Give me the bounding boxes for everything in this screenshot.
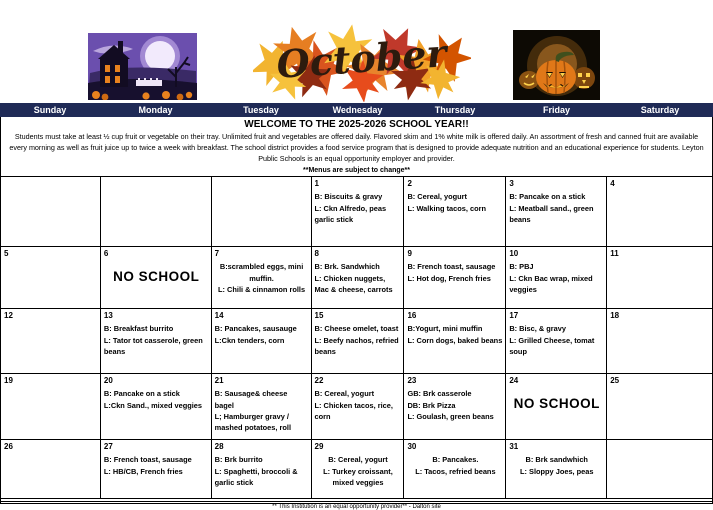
- calendar-cell: [212, 247, 311, 308]
- calendar-cell: [404, 374, 505, 439]
- calendar-cell: [312, 309, 404, 373]
- menu-line: B: Pancake on a stick: [103, 389, 180, 399]
- menu-line: DB: Brk Pizza: [407, 400, 456, 410]
- date-number: 15: [314, 311, 324, 321]
- menu-line: B: Cereal, yogurt: [314, 389, 375, 399]
- day-header-wednesday: Wednesday: [332, 105, 383, 115]
- calendar-cell: [101, 177, 211, 246]
- date-number: 4: [610, 179, 615, 189]
- menu-line: L: Chicken nuggets, Mac & cheese, carrots: [314, 273, 393, 294]
- date-number: 17: [509, 311, 519, 321]
- date-number: 21: [214, 376, 224, 386]
- menu-line: L: Goulash, green beans: [407, 411, 494, 421]
- calendar-cell: [1, 440, 100, 498]
- menu-line: B: Pancakes.: [432, 455, 479, 465]
- menu-line: L: Beefy nachos, refried beans: [314, 335, 399, 356]
- calendar-main-box: [0, 117, 713, 510]
- calendar-cell: [404, 440, 505, 498]
- menu-line: B: Biscuits & gravy: [314, 192, 383, 202]
- date-number: 31: [509, 442, 519, 452]
- menu-line: L: Walking tacos, corn: [407, 203, 487, 213]
- date-number: 18: [610, 311, 620, 321]
- calendar-cell: [312, 374, 404, 439]
- day-header-bar: [0, 103, 713, 117]
- date-number: 11: [610, 249, 619, 259]
- calendar-cell: [506, 247, 606, 308]
- date-number: 9: [407, 249, 412, 259]
- date-number: 6: [103, 249, 109, 259]
- calendar-cell: [212, 374, 311, 439]
- calendar-cell: [1, 177, 100, 246]
- menu-line: L: Spaghetti, broccoli & garlic stick: [214, 466, 298, 487]
- menu-line: L: Meatball sand., green beans: [509, 203, 594, 224]
- menu-line: B: Pancake on a stick: [509, 192, 586, 202]
- menu-line: B: Cereal, yogurt: [328, 455, 388, 465]
- date-number: 13: [103, 311, 113, 321]
- date-number: 10: [509, 249, 519, 259]
- menu-line: B: Brk burrito: [214, 455, 263, 465]
- menus-change-note: **Menus are subject to change**: [303, 167, 410, 175]
- menu-line: L: Grilled Cheese, tomat soup: [509, 335, 595, 356]
- calendar-cell: [607, 247, 712, 308]
- day-header-sunday: Sunday: [33, 105, 67, 115]
- menu-line: L: Tator tot casserole, green beans: [103, 335, 203, 356]
- date-number: 22: [314, 376, 324, 386]
- menu-line: L: Sloppy Joes, peas: [519, 466, 594, 476]
- october-title-text: October: [275, 30, 448, 87]
- calendar-cell: [312, 440, 404, 498]
- calendar-cell: [312, 247, 404, 308]
- menu-line: B: Cheese omelet, toast: [314, 324, 399, 334]
- calendar-cell: [404, 247, 505, 308]
- no-school-label: NO SCHOOL: [113, 269, 200, 285]
- menu-line: B: PBJ: [509, 262, 534, 272]
- calendar-cell: [607, 177, 712, 246]
- calendar-cell: [101, 247, 211, 308]
- menu-line: L: Ckn Alfredo, peas garlic stick: [314, 203, 387, 224]
- date-number: 5: [4, 249, 9, 259]
- date-number: 27: [103, 442, 113, 452]
- menu-line: B: French toast, sausage: [103, 455, 192, 465]
- day-header-monday: Monday: [138, 105, 173, 115]
- date-number: 20: [103, 376, 113, 386]
- menu-line: B:scrambled eggs, mini muffin.: [219, 262, 304, 283]
- calendar-cell: [101, 440, 211, 498]
- date-number: 24: [509, 376, 519, 386]
- menu-line: L: Ckn Bac wrap, mixed veggies: [509, 273, 593, 294]
- calendar-cell: [607, 309, 712, 373]
- menu-line: L: Turkey croissant, mixed veggies: [323, 466, 393, 487]
- menu-line: B: Cereal, yogurt: [407, 192, 468, 202]
- menu-line: B:Yogurt, mini muffin: [407, 324, 483, 334]
- menu-line: B: Sausage& cheese bagel: [214, 389, 288, 410]
- footer-provider-note: ** This Institution is an equal opportunity provider** - Dalton site: [1, 501, 712, 510]
- date-number: 26: [4, 442, 13, 452]
- calendar-cell: [212, 309, 311, 373]
- no-school-label: NO SCHOOL: [513, 396, 600, 412]
- calendar-cell: [101, 309, 211, 373]
- day-header-friday: Friday: [542, 105, 570, 115]
- date-number: 14: [214, 311, 224, 321]
- calendar-cell: [101, 374, 211, 439]
- menu-line: L: HB/CB, French fries: [103, 466, 183, 476]
- calendar-cell: [1, 374, 100, 439]
- calendar-cell: [1, 247, 100, 308]
- banner: [0, 0, 713, 103]
- date-number: 23: [407, 376, 417, 386]
- calendar-cell: [607, 374, 712, 439]
- calendar-grid: [1, 176, 712, 499]
- welcome-title: WELCOME TO THE 2025-2026 SCHOOL YEAR!!: [244, 119, 469, 130]
- date-number: 1: [314, 179, 319, 189]
- day-header-saturday: Saturday: [640, 105, 680, 115]
- halloween-house-image: [88, 33, 197, 100]
- menu-line: L: Tacos, refried beans: [415, 466, 496, 476]
- date-number: 2: [407, 179, 412, 189]
- menu-line: B: Pancakes, sausauge: [214, 324, 297, 334]
- date-number: 28: [214, 442, 224, 452]
- day-header-tuesday: Tuesday: [243, 105, 279, 115]
- jack-o-lanterns-image: [513, 30, 600, 100]
- calendar-cell: [404, 177, 505, 246]
- calendar-cell: [607, 440, 712, 498]
- date-number: 25: [610, 376, 620, 386]
- date-number: 7: [214, 249, 220, 259]
- date-number: 3: [509, 179, 514, 189]
- menu-line: B: Brk. Sandwhich: [314, 262, 380, 272]
- calendar-cell: [506, 440, 606, 498]
- calendar-cell: [312, 177, 404, 246]
- date-number: 16: [407, 311, 417, 321]
- date-number: 30: [407, 442, 417, 452]
- menu-line: B: Breakfast burrito: [103, 324, 174, 334]
- menu-line: B: Bisc, & gravy: [509, 324, 566, 334]
- calendar-cell: [506, 374, 606, 439]
- menu-line: L: Hot dog, French fries: [407, 273, 491, 283]
- menu-line: B: French toast, sausage: [407, 262, 496, 272]
- calendar-cell: [506, 309, 606, 373]
- menu-line: GB: Brk casserole: [407, 389, 472, 399]
- menu-line: B: Brk sandwhich: [525, 455, 588, 465]
- menu-line: L; Hamburger gravy / mashed potatoes, roll: [214, 411, 292, 432]
- calendar-cell: [212, 177, 311, 246]
- calendar-cell: [506, 177, 606, 246]
- menu-line: L: Chicken tacos, rice, corn: [314, 400, 393, 421]
- calendar-cell: [1, 309, 100, 373]
- date-number: 19: [4, 376, 13, 386]
- calendar-cell: [212, 440, 311, 498]
- october-banner: [253, 14, 471, 102]
- calendar-cell: [404, 309, 505, 373]
- menu-line: L:Ckn Sand., mixed veggies: [103, 400, 203, 410]
- day-header-thursday: Thursday: [434, 105, 476, 115]
- menu-line: L: Corn dogs, baked beans: [407, 335, 503, 345]
- menu-line: L:Ckn tenders, corn: [214, 335, 285, 345]
- menu-line: L: Chili & cinnamon rolls: [218, 284, 306, 294]
- date-number: 12: [4, 311, 13, 321]
- date-number: 8: [314, 249, 319, 259]
- nutrition-notice: Students must take at least ½ cup fruit or vegetable on their tray. Unlimited fruit and vegetables are offered daily. Flavored skim and 1% white milk is offered daily. An assortment of fresh and canned fruit are available every morning as well as fruit juice up to twice a week with breakfast. The school district provides a food service program that is designed to provide adequate nutrition and an educational experience for students. Leyton Public Schools is an equal opportunity employer and provider.: [9, 132, 704, 163]
- date-number: 29: [314, 442, 324, 452]
